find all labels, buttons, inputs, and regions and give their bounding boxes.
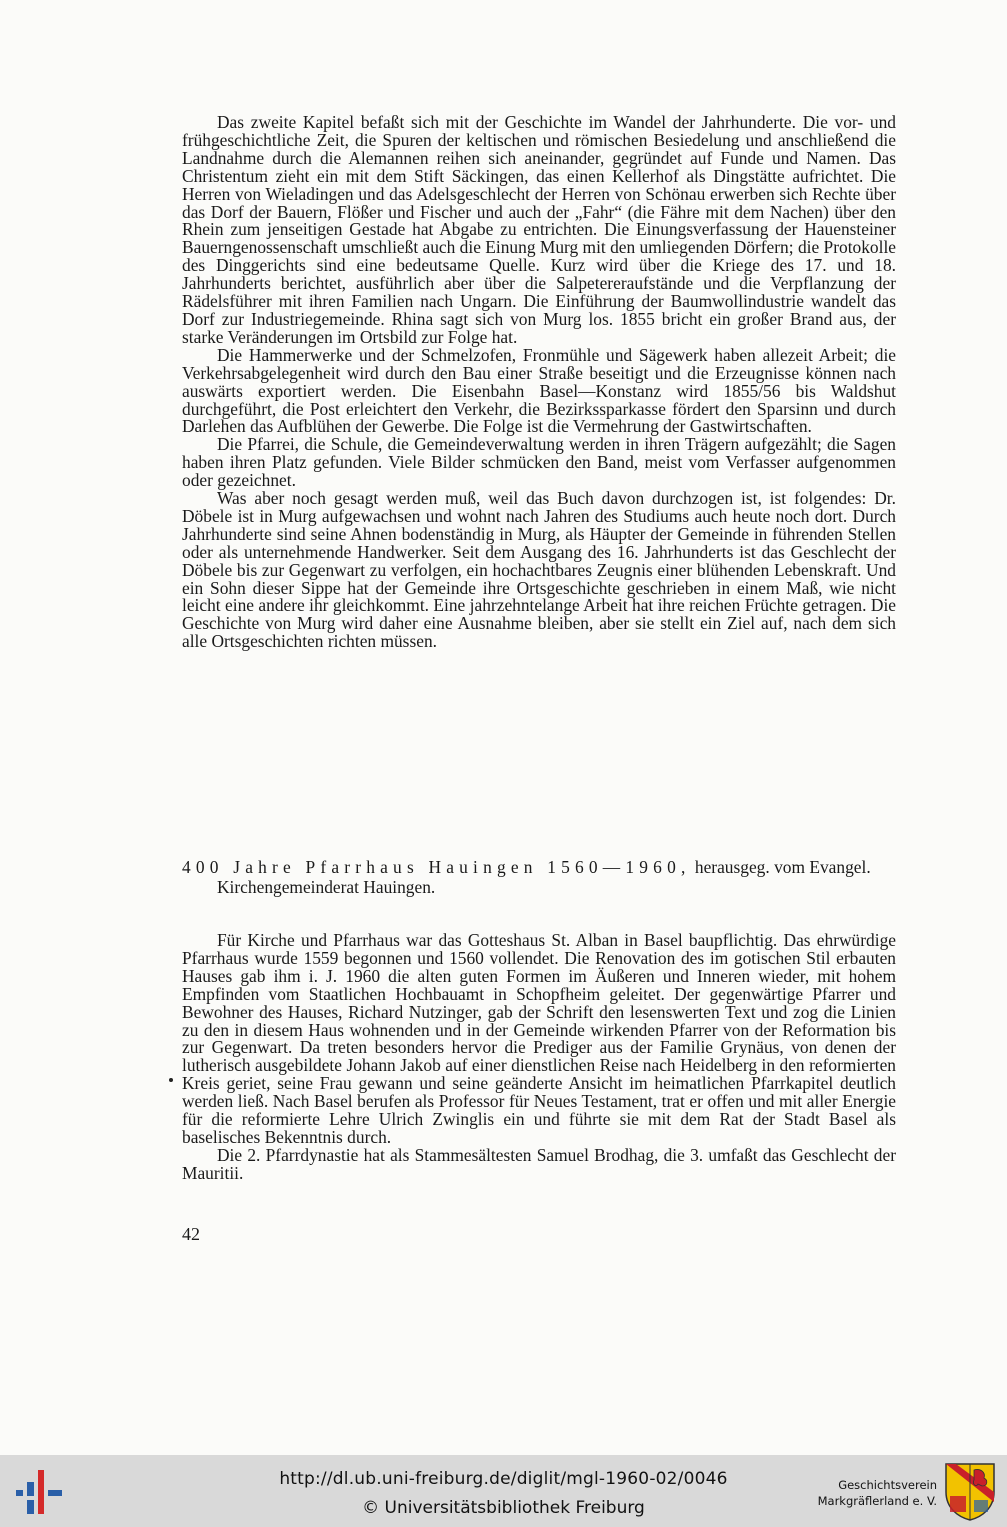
- review-heading: [182, 857, 896, 897]
- paragraph: Für Kirche und Pfarrhaus war das Gotteshaus St. Alban in Basel baupflichtig. Das ehrwürdige Pfarrhaus wurde 1559 begonnen und 1560 vollendet. Die Renovation des im gotischen Stil erbauten Hauses gab ihm i. J. 1960 die alten guten Formen im Äußeren und Inneren wieder, mit hohem Empfinden vom Staatlichen Hochbauamt in Schopfheim geleitet. Der gegenwärtige Pfarrer und Bewohner des Hauses, Richard Nutzinger, gab der Schrift den lesenswerten Text und zog die Linien zu den in diesem Haus wohnenden und in der Gemeinde wirkenden Pfarrer von der Reformation bis zur Gegenwart. Da treten besonders hervor die Prediger aus der Familie Grynäus, von denen der lutherisch ausgebildete Johann Jakob auf einer dienstlichen Reise nach Heidelberg in den reformierten Kreis geriet, seine Frau gewann und seine geänderte Ansicht im heimatlichen Pfarrkapitel deutlich werden ließ. Nach Basel berufen als Professor für Neues Testament, trat er offen und mit aller Energie für die reformierte Lehre Ulrich Zwinglis ein und führte sie mit dem Rat der Stadt Basel als baselisches Bekenntnis durch.: [182, 930, 896, 1147]
- footer-bar: [0, 1455, 1007, 1527]
- review-hauingen-text: [182, 932, 896, 1183]
- book-editor: herausgeg. vom Evangel.: [690, 857, 871, 877]
- coat-of-arms-icon: [944, 1462, 996, 1522]
- heading-line-1: [182, 857, 896, 877]
- review-murg-text: [182, 114, 896, 651]
- copyright-notice: © Universitätsbibliothek Freiburg: [362, 1498, 645, 1518]
- book-title: 400 Jahre Pfarrhaus Hauingen 1560—1960,: [182, 857, 691, 877]
- paragraph: Was aber noch gesagt werden muß, weil das Buch davon durchzogen ist, ist folgendes: Dr. Döbele ist in Murg aufgewachsen und wohnt nach Jahren des Studiums auch heute noch dort. Durch Jahrhunderte sind seine Ahnen bodenständig in Murg, als Häupter der Gemeinde in führenden Stellen oder als unternehmende Handwerker. Seit dem Ausgang des 16. Jahrhunderts ist das Geschlecht der Döbele bis zur Gegenwart zu verfolgen, ein hochachtbares Zeugnis einer blühenden Lebenskraft. Und ein Sohn dieser Sippe hat der Gemeinde ihre Ortsgeschichte geschrieben in einem Maß, wie nicht leicht eine andere ihr gleichkommt. Eine jahrzehntelange Arbeit hat ihre reichen Früchte getragen. Die Geschichte von Murg wird daher eine Ausnahme bleiben, aber sie stellt ein Ziel auf, nach dem sich alle Ortsgeschichten richten müssen.: [182, 488, 896, 652]
- permalink-url[interactable]: http://dl.ub.uni-freiburg.de/diglit/mgl-1960-02/0046: [279, 1469, 728, 1489]
- society-line-2: Markgräflerland e. V.: [817, 1494, 937, 1508]
- paragraph: Das zweite Kapitel befaßt sich mit der Geschichte im Wandel der Jahrhunderte. Die vor- und frühgeschichtliche Zeit, die Spuren der keltischen und römischen Besiedelung und anschließend die Landnahme durch die Alemannen reihen sich aneinander, gegründet auf Funde und Namen. Das Christentum zieht ein mit dem Stift Säckingen, das einen Kellerhof als Dingstätte aufrichtet. Die Herren von Wieladingen und das Adelsgeschlecht der Herren von Schönau erwerben sich Rechte über das Dorf der Bauern, Flößer und Fischer und auch der „Fahr“ (die Fähre mit dem Nachen) über den Rhein zum jenseitigen Gestade hat Abgabe zu entrichten. Die Einungsverfassung der Hauensteiner Bauerngenossenschaft umschließt auch die Einung Murg mit den umliegenden Dörfern; die Protokolle des Dinggerichts sind eine bedeutsame Quelle. Kurz wird über die Kriege des 17. und 18. Jahrhunderts berichtet, ausführlich aber über die Salpetereraufstände und die Verpflanzung der Rädelsführer mit ihren Familien nach Ungarn. Die Einführung der Baumwollindustrie wandelt das Dorf zur Industriegemeinde. Rhina sagt sich von Murg los. 1855 bricht ein großer Brand aus, der starke Veränderungen im Ortsbild zur Folge hat.: [182, 112, 896, 347]
- society-name: [818, 1477, 937, 1509]
- paragraph: Die 2. Pfarrdynastie hat als Stammesältesten Samuel Brodhag, die 3. umfaßt das Geschlecht der Mauritii.: [182, 1144, 896, 1183]
- society-line-1: Geschichtsverein: [838, 1478, 937, 1492]
- paragraph: Die Pfarrei, die Schule, die Gemeindeverwaltung werden in ihren Trägern aufgezählt; die Sagen haben ihren Platz gefunden. Viele Bilder schmücken den Band, meist vom Verfasser aufgenommen oder gezeichnet.: [182, 434, 896, 491]
- paragraph: Die Hammerwerke und der Schmelzofen, Fronmühle und Sägewerk haben allezeit Arbeit; die Verkehrsabgelegenheit wird durch den Bau einer Straße beseitigt und die Erzeugnisse können nach auswärts exportiert werden. Die Eisenbahn Basel—Konstanz wird 1855/56 bis Waldshut durchgeführt, die Post erleichtert den Verkehr, die Bezirkssparkasse fördert den Sparsinn und durch Darlehen das Aufblühen der Gewerbe. Die Folge ist die Vermehrung der Gastwirtschaften.: [182, 344, 896, 437]
- heading-line-2: Kirchengemeinderat Hauingen.: [217, 877, 436, 897]
- page-number: 42: [182, 1224, 200, 1244]
- margin-dot: [169, 1078, 173, 1082]
